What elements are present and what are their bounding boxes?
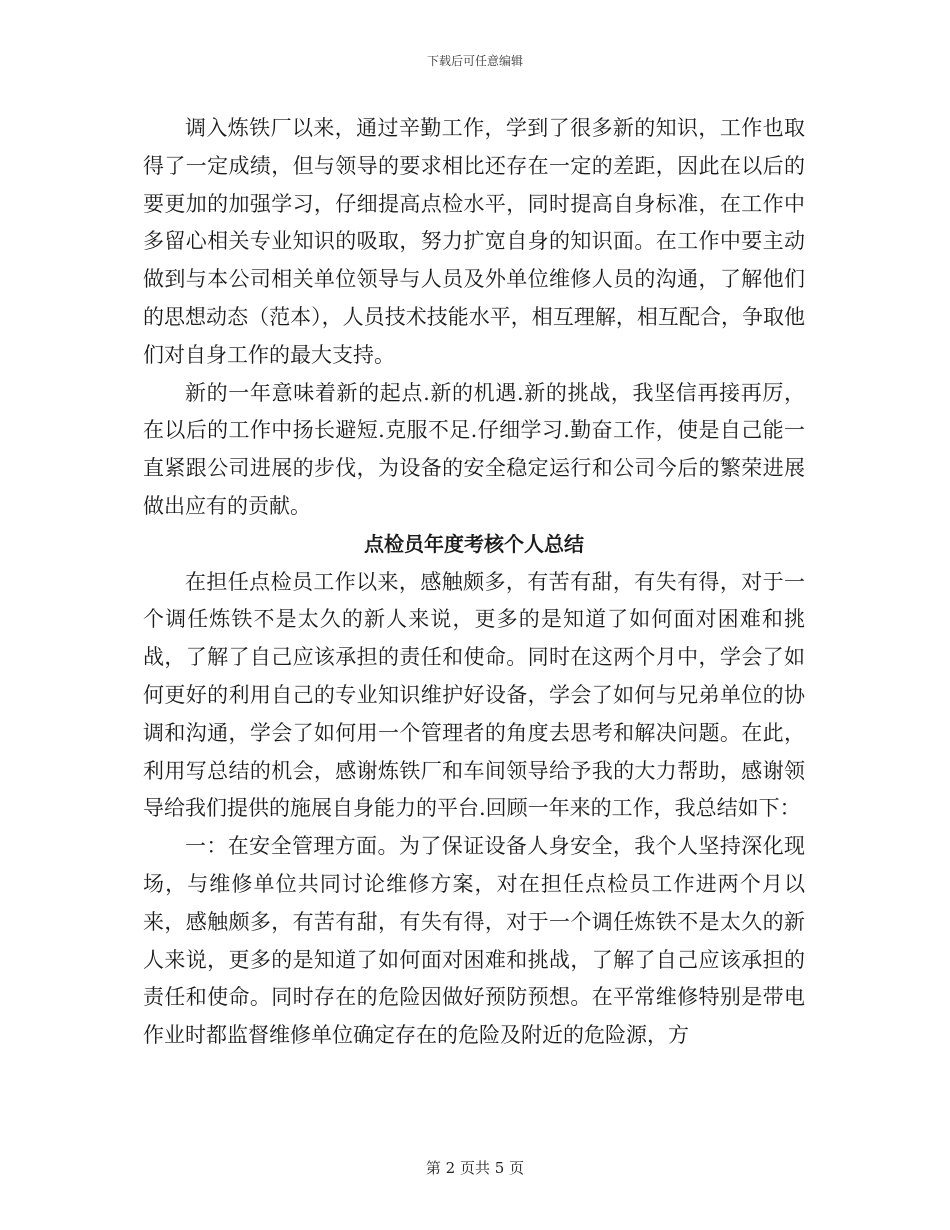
section-title: 点检员年度考核个人总结 — [364, 531, 584, 556]
section-paragraph-1: 在担任点检员工作以来，感触颇多，有苦有甜，有失有得，对于一个调任炼铁不是太久的新人来说，更多的是知道了如何面对困难和挑战，了解了自己应该承担的责任和使命。同时在这两个月中，学会了如何更好的利用自己的专业知识维护好设备，学会了如何与兄弟单位的协调和沟通，学会了如何用一个管理者的角度去思考和解决问题。在此，利用写总结的机会，感谢炼铁厂和车间领导给予我的大力帮助，感谢领导给我们提供的施展自身能力的平台.回顾一年来的工作，我总结如下： — [143, 569, 805, 821]
page-header-note: 下载后可任意编辑 — [426, 54, 523, 68]
page-number-footer: 第 2 页共 5 页 — [425, 1159, 525, 1177]
document-body — [143, 110, 805, 1055]
body-paragraph-2: 新的一年意味着新的起点.新的机遇.新的挑战，我坚信再接再厉，在以后的工作中扬长避短.克服不足.仔细学习.勤奋工作，使是自己能一直紧跟公司进展的步伐，为设备的安全稳定运行和公司今后的繁荣进展做出应有的贡献。 — [143, 380, 805, 518]
body-paragraph-1: 调入炼铁厂以来，通过辛勤工作，学到了很多新的知识，工作也取得了一定成绩，但与领导的要求相比还存在一定的差距，因此在以后的要更加的加强学习，仔细提高点检水平，同时提高自身标准，在工作中多留心相关专业知识的吸取，努力扩宽自身的知识面。在工作中要主动做到与本公司相关单位领导与人员及外单位维修人员的沟通，了解他们的思想动态（范本），人员技术技能水平，相互理解，相互配合，争取他们对自身工作的最大支持。 — [143, 116, 805, 367]
section-paragraph-2: 一：在安全管理方面。为了保证设备人身安全，我个人坚持深化现场，与维修单位共同讨论维修方案，对在担任点检员工作进两个月以来，感触颇多，有苦有甜，有失有得，对于一个调任炼铁不是太久的新人来说，更多的是知道了如何面对困难和挑战，了解了自己应该承担的责任和使命。同时存在的危险因做好预防预想。在平常维修特别是带电作业时都监督维修单位确定存在的危险及附近的危险源，方 — [143, 834, 805, 1048]
